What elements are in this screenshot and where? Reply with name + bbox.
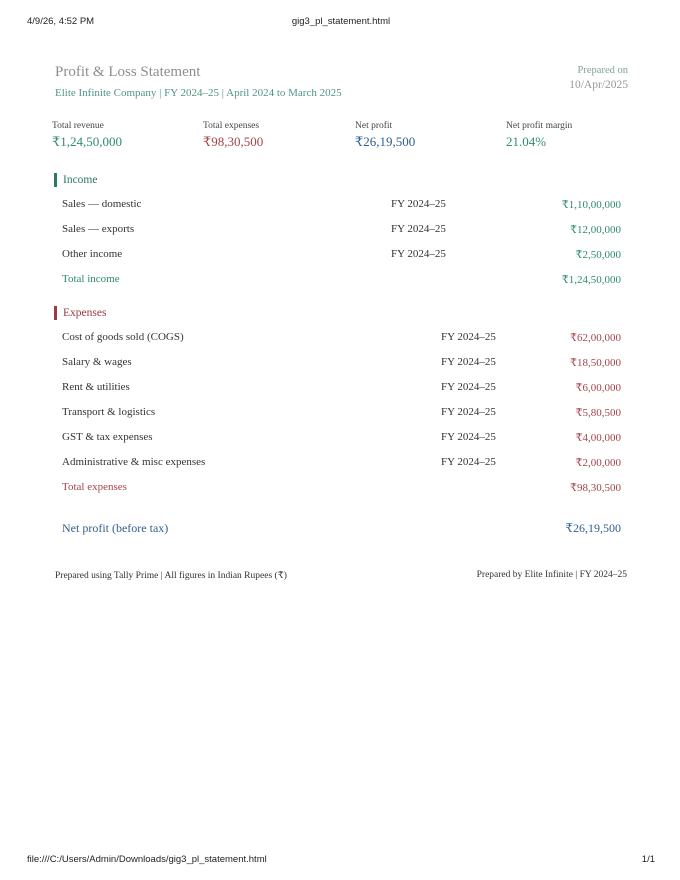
kpi-summary <box>52 121 630 151</box>
row-period: FY 2024–25 <box>441 431 496 443</box>
income-row <box>62 223 621 239</box>
expense-row <box>62 431 621 447</box>
footer-prepared-by: Prepared by Elite Infinite | FY 2024–25 <box>476 570 627 580</box>
prepared-date: 10/Apr/2025 <box>569 79 628 91</box>
row-label: Rent & utilities <box>62 381 130 393</box>
row-period: FY 2024–25 <box>441 331 496 343</box>
kpi-value: ₹1,24,50,000 <box>52 134 123 149</box>
total-amount: ₹98,30,500 <box>570 482 621 494</box>
kpi-label: Net profit <box>355 121 393 131</box>
row-label: Salary & wages <box>62 356 132 368</box>
expenses-total-row <box>62 481 621 497</box>
income-row <box>62 248 621 264</box>
net-profit-amount: ₹26,19,500 <box>565 521 621 535</box>
row-amount: ₹2,50,000 <box>575 249 621 261</box>
row-label: Sales — exports <box>62 223 135 235</box>
row-period: FY 2024–25 <box>441 456 496 468</box>
kpi-value: 21.04% <box>506 134 547 149</box>
row-period: FY 2024–25 <box>441 406 496 418</box>
prepared-label: Prepared on <box>577 65 628 76</box>
kpi-value: ₹98,30,500 <box>203 134 264 149</box>
row-period: FY 2024–25 <box>441 381 496 393</box>
total-label: Total expenses <box>62 481 127 493</box>
expense-row <box>62 406 621 422</box>
expense-row <box>62 456 621 472</box>
net-profit-row <box>62 521 621 537</box>
print-page-title: gig3_pl_statement.html <box>291 16 391 27</box>
kpi-net-profit-margin <box>506 121 572 150</box>
net-profit-label: Net profit (before tax) <box>62 521 169 535</box>
report-subtitle: Elite Infinite Company | FY 2024–25 | April 2024 to March 2025 <box>55 87 342 99</box>
report-title: Profit & Loss Statement <box>55 64 201 80</box>
kpi-total-revenue <box>52 121 122 150</box>
kpi-total-expenses <box>203 121 263 150</box>
row-label: Administrative & misc expenses <box>62 456 206 468</box>
income-heading: Income <box>54 173 97 187</box>
total-amount: ₹1,24,50,000 <box>561 274 621 286</box>
income-row <box>62 198 621 214</box>
income-total-row <box>62 273 621 289</box>
kpi-label: Total expenses <box>203 121 260 131</box>
row-amount: ₹12,00,000 <box>570 224 621 236</box>
row-amount: ₹6,00,000 <box>575 382 621 394</box>
row-label: Sales — domestic <box>62 198 142 210</box>
row-label: Transport & logistics <box>62 406 156 418</box>
row-period: FY 2024–25 <box>391 198 446 210</box>
print-page-number: 1/1 <box>641 854 655 865</box>
print-timestamp: 4/9/26, 4:52 PM <box>27 16 95 27</box>
prepared-on <box>569 64 628 92</box>
footer-source-note: Prepared using Tally Prime | All figures in Indian Rupees (₹) <box>55 571 287 581</box>
row-amount: ₹18,50,000 <box>570 357 621 369</box>
row-amount: ₹2,00,000 <box>575 457 621 469</box>
total-label: Total income <box>62 273 120 285</box>
row-period: FY 2024–25 <box>391 248 446 260</box>
row-amount: ₹4,00,000 <box>575 432 621 444</box>
title-block <box>55 64 342 99</box>
row-amount: ₹62,00,000 <box>570 332 621 344</box>
row-period: FY 2024–25 <box>441 356 496 368</box>
expense-row <box>62 356 621 372</box>
print-file-url: file:///C:/Users/Admin/Downloads/gig3_pl_statement.html <box>27 854 267 865</box>
kpi-value: ₹26,19,500 <box>355 134 416 149</box>
print-footer <box>27 854 655 868</box>
print-header <box>27 16 655 30</box>
expenses-heading: Expenses <box>54 306 106 320</box>
row-label: Cost of goods sold (COGS) <box>62 331 184 343</box>
row-amount: ₹5,80,500 <box>575 407 621 419</box>
row-amount: ₹1,10,00,000 <box>561 199 621 211</box>
expense-row <box>62 331 621 347</box>
row-label: GST & tax expenses <box>62 431 153 443</box>
kpi-label: Net profit margin <box>506 121 573 131</box>
expense-row <box>62 381 621 397</box>
kpi-net-profit <box>355 121 415 150</box>
row-period: FY 2024–25 <box>391 223 446 235</box>
row-label: Other income <box>62 248 123 260</box>
kpi-label: Total revenue <box>52 121 104 131</box>
